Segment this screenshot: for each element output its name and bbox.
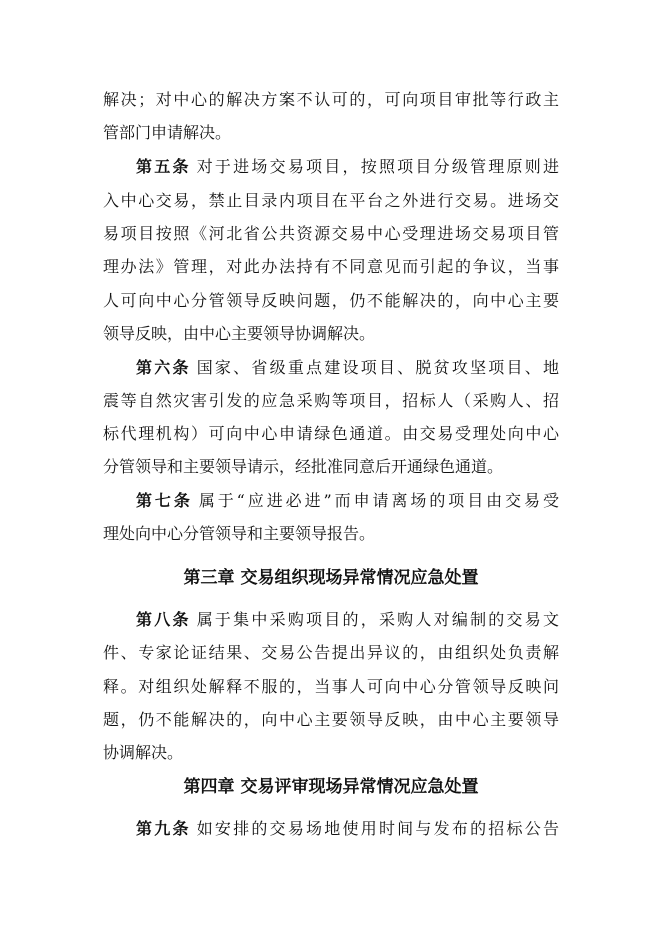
paragraph-line: 标代理机构）可向中心申请绿色通道。由交易受理处向中心 xyxy=(103,424,559,443)
paragraph-line: 入中心交易，禁止目录内项目在平台之外进行交易。进场交 xyxy=(103,191,559,210)
paragraph-line: 题，仍不能解决的，向中心主要领导反映，由中心主要领导 xyxy=(103,710,559,729)
article-5-text: 对于进场交易项目，按照项目分级管理原则进 xyxy=(196,157,559,176)
article-9-first-line xyxy=(136,814,559,844)
article-8-first-line xyxy=(136,605,559,635)
paragraph-line: 管部门申请解决。 xyxy=(103,123,232,142)
paragraph-line: 件、专家论证结果、交易公告提出异议的，由组织处负责解 xyxy=(103,643,559,662)
paragraph-line: 释。对组织处解释不服的，当事人可向中心分管领导反映问 xyxy=(103,677,559,696)
article-5-label: 第五条 xyxy=(136,157,191,176)
article-6-text: 国家、省级重点建设项目、脱贫攻坚项目、地 xyxy=(196,358,559,377)
article-9-text: 如安排的交易场地使用时间与发布的招标公告 xyxy=(196,819,559,838)
article-7-first-line xyxy=(136,486,559,516)
paragraph-line: 分管领导和主要领导请示，经批准同意后开通绿色通道。 xyxy=(103,457,504,476)
paragraph-line: 领导反映，由中心主要领导协调解决。 xyxy=(103,324,376,343)
paragraph-line: 人可向中心分管领导反映问题，仍不能解决的，向中心主要 xyxy=(103,291,559,310)
article-7-label: 第七条 xyxy=(136,491,193,510)
paragraph-line: 易项目按照《河北省公共资源交易中心受理进场交易项目管 xyxy=(103,224,559,243)
article-8-label: 第八条 xyxy=(136,610,191,629)
paragraph-line: 协调解决。 xyxy=(103,743,184,762)
article-5-first-line xyxy=(136,152,559,182)
paragraph-line: 解决；对中心的解决方案不认可的，可向项目审批等行政主 xyxy=(103,90,559,109)
paragraph-line: 理处向中心分管领导和主要领导报告。 xyxy=(103,524,376,543)
article-9-label: 第九条 xyxy=(136,819,191,838)
article-6-first-line xyxy=(136,353,559,383)
paragraph-line: 理办法》管理，对此办法持有不同意见而引起的争议，当事 xyxy=(103,257,559,276)
article-7-text: 属于“应进必进”而申请离场的项目由交易受 xyxy=(198,491,559,510)
paragraph-line: 震等自然灾害引发的应急采购等项目，招标人（采购人、招 xyxy=(103,391,559,410)
article-8-text: 属于集中采购项目的，采购人对编制的交易文 xyxy=(196,610,559,629)
article-6-label: 第六条 xyxy=(136,358,191,377)
chapter-4-heading: 第四章 交易评审现场异常情况应急处置 xyxy=(183,777,479,797)
chapter-3-heading: 第三章 交易组织现场异常情况应急处置 xyxy=(183,568,479,588)
